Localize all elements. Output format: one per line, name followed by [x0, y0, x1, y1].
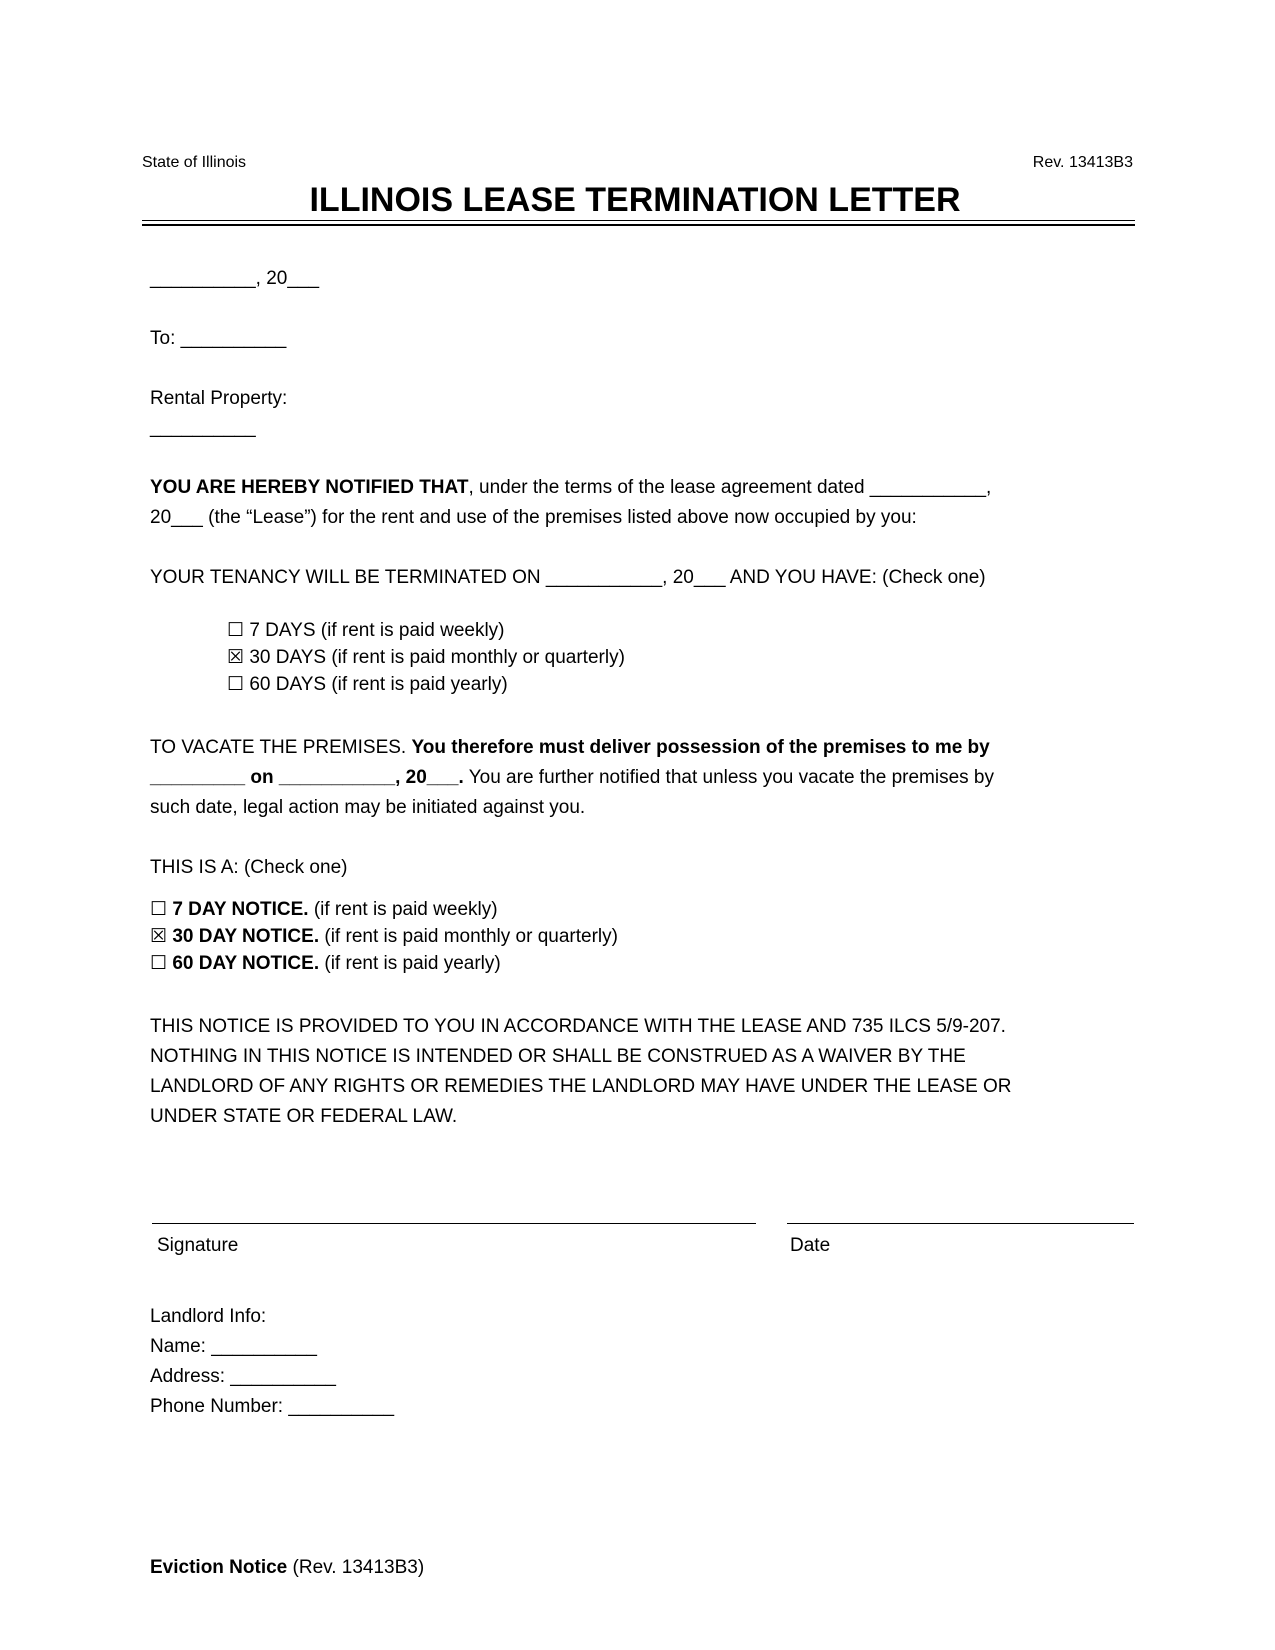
this-is-a-label: THIS IS A: (Check one) [150, 857, 348, 878]
date-label: Date [790, 1235, 831, 1256]
notice-option-60 [150, 949, 501, 978]
signature-label: Signature [157, 1235, 239, 1256]
days-option-7 [227, 616, 505, 645]
checkbox-checked-icon[interactable]: ☒ [227, 647, 245, 668]
vacate-line-2 [150, 763, 994, 792]
notice-bold-lead: YOU ARE HEREBY NOTIFIED THAT [150, 477, 469, 498]
to-line: To: __________ [150, 328, 287, 349]
checkbox-unchecked-icon[interactable]: ☐ [227, 674, 245, 695]
legal-line-3: LANDLORD OF ANY RIGHTS OR REMEDIES THE LANDLORD MAY HAVE UNDER THE LEASE OR [150, 1076, 1012, 1097]
legal-line-4: UNDER STATE OR FEDERAL LAW. [150, 1106, 458, 1127]
notice-option-bold: 60 DAY NOTICE. [172, 953, 320, 974]
notice-option-label: (if rent is paid weekly) [308, 899, 498, 920]
notice-option-bold: 7 DAY NOTICE. [172, 899, 309, 920]
date-line: __________, 20___ [150, 268, 320, 289]
checkbox-checked-icon[interactable]: ☒ [150, 926, 168, 947]
landlord-address: Address: __________ [150, 1366, 336, 1387]
landlord-name: Name: __________ [150, 1336, 317, 1357]
revision-label: Rev. 13413B3 [1032, 154, 1133, 171]
notice-line-2: 20___ (the “Lease”) for the rent and use of the premises listed above now occupied by you: [150, 507, 917, 528]
notice-option-label: (if rent is paid monthly or quarterly) [319, 926, 618, 947]
legal-line-1: THIS NOTICE IS PROVIDED TO YOU IN ACCORDANCE WITH THE LEASE AND 735 ILCS 5/9-207. [150, 1016, 1006, 1037]
notice-option-7 [150, 895, 498, 924]
days-option-label: 60 DAYS (if rent is paid yearly) [249, 674, 508, 695]
checkbox-unchecked-icon[interactable]: ☐ [150, 953, 168, 974]
notice-option-30 [150, 922, 618, 951]
checkbox-unchecked-icon[interactable]: ☐ [150, 899, 168, 920]
title-rule-top [142, 220, 1135, 221]
landlord-heading: Landlord Info: [150, 1306, 267, 1327]
vacate-line-1-normal: TO VACATE THE PREMISES. [150, 737, 412, 758]
termination-line: YOUR TENANCY WILL BE TERMINATED ON ___________, 20___ AND YOU HAVE: (Check one) [150, 567, 986, 588]
days-option-60 [227, 670, 508, 699]
rental-property-blank: __________ [150, 417, 256, 438]
state-label: State of Illinois [142, 154, 247, 171]
checkbox-unchecked-icon[interactable]: ☐ [227, 620, 245, 641]
notice-line-1 [150, 473, 991, 502]
notice-option-label: (if rent is paid yearly) [319, 953, 501, 974]
landlord-phone: Phone Number: __________ [150, 1396, 395, 1417]
date-signature-line[interactable] [787, 1223, 1134, 1224]
vacate-line-2-normal: You are further notified that unless you vacate the premises by [463, 767, 994, 788]
footer [150, 1553, 424, 1582]
vacate-line-3: such date, legal action may be initiated against you. [150, 797, 586, 818]
days-option-30 [227, 643, 625, 672]
days-option-label: 7 DAYS (if rent is paid weekly) [249, 620, 505, 641]
vacate-line-2-bold: _________ on ___________, 20___. [150, 767, 464, 788]
footer-normal: (Rev. 13413B3) [287, 1557, 425, 1578]
title-rule-bottom [142, 224, 1135, 226]
notice-option-bold: 30 DAY NOTICE. [172, 926, 320, 947]
signature-line[interactable] [152, 1223, 756, 1224]
page-title: ILLINOIS LEASE TERMINATION LETTER [309, 181, 961, 219]
vacate-line-1-bold: You therefore must deliver possession of the premises to me by [411, 737, 990, 758]
days-option-label: 30 DAYS (if rent is paid monthly or quarterly) [249, 647, 625, 668]
footer-bold: Eviction Notice [150, 1557, 288, 1578]
vacate-line-1 [150, 733, 990, 762]
rental-property-label: Rental Property: [150, 388, 288, 409]
legal-line-2: NOTHING IN THIS NOTICE IS INTENDED OR SHALL BE CONSTRUED AS A WAIVER BY THE [150, 1046, 966, 1067]
notice-line-1-rest: , under the terms of the lease agreement dated ___________, [468, 477, 992, 498]
